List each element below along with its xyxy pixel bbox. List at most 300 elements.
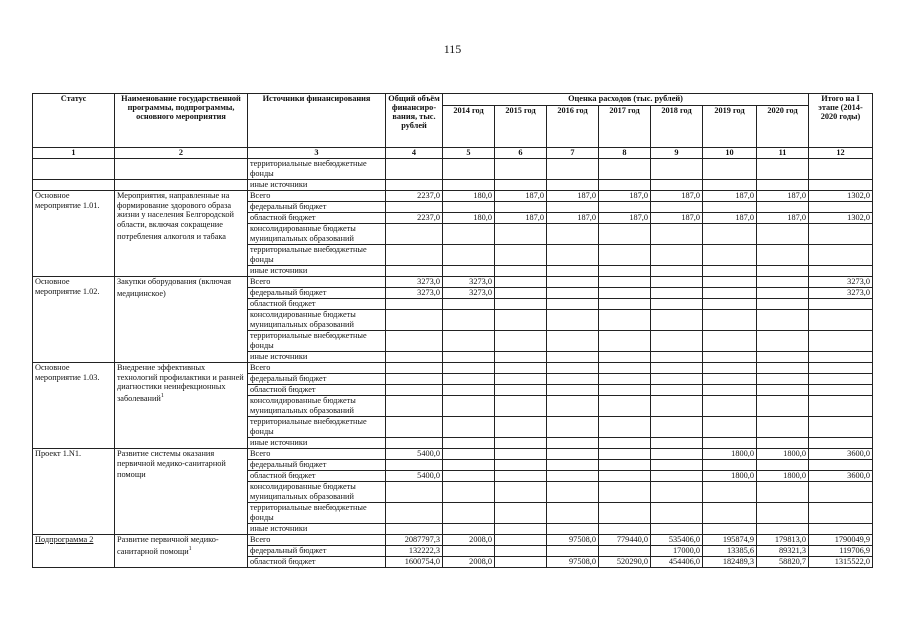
- year-value-cell: [651, 201, 703, 212]
- empty-cell: [809, 223, 873, 244]
- year-value-cell: 187,0: [757, 212, 809, 223]
- year-value-cell: 187,0: [547, 212, 599, 223]
- empty-cell: [599, 351, 651, 362]
- empty-cell: [703, 351, 757, 362]
- year-value-cell: [443, 448, 495, 459]
- empty-cell: [703, 395, 757, 416]
- source-other: иные источники: [248, 437, 386, 448]
- year-value-cell: [547, 448, 599, 459]
- source-territorial: территориальные внебюджетные фонды: [248, 244, 386, 265]
- year-value-cell: [651, 287, 703, 298]
- year-value-cell: 1800,0: [703, 448, 757, 459]
- year-value-cell: [547, 201, 599, 212]
- source-federal: федеральный бюджет: [248, 459, 386, 470]
- stage-total-cell: 3600,0: [809, 448, 873, 459]
- stage-total-cell: 1315522,0: [809, 556, 873, 567]
- empty-cell: [443, 223, 495, 244]
- year-value-cell: [599, 362, 651, 373]
- source-territorial: территориальные внебюджетные фонды: [248, 502, 386, 523]
- group-status: Основное мероприятие 1.03.: [33, 362, 115, 448]
- year-value-cell: [703, 373, 757, 384]
- empty-cell: [599, 502, 651, 523]
- empty-cell: [703, 179, 757, 190]
- empty-cell: [703, 502, 757, 523]
- empty-cell: [757, 502, 809, 523]
- empty-cell: [386, 179, 443, 190]
- footnote-mark: 1: [188, 545, 192, 552]
- group-status: Проект 1.N1.: [33, 448, 115, 534]
- empty-cell: [115, 179, 248, 190]
- year-value-cell: [443, 373, 495, 384]
- year-value-cell: [495, 201, 547, 212]
- empty-cell: [386, 351, 443, 362]
- year-value-cell: [599, 545, 651, 556]
- year-value-cell: 187,0: [547, 190, 599, 201]
- year-value-cell: 13385,6: [703, 545, 757, 556]
- year-value-cell: [703, 298, 757, 309]
- empty-cell: [443, 309, 495, 330]
- year-value-cell: [651, 362, 703, 373]
- empty-cell: [703, 309, 757, 330]
- empty-cell: [809, 158, 873, 179]
- total-volume-cell: [386, 201, 443, 212]
- empty-cell: [809, 351, 873, 362]
- year-value-cell: 3273,0: [443, 276, 495, 287]
- year-value-cell: [443, 384, 495, 395]
- empty-cell: [33, 179, 115, 190]
- year-value-cell: [547, 287, 599, 298]
- empty-cell: [599, 158, 651, 179]
- group-name: [115, 448, 248, 534]
- empty-cell: [809, 416, 873, 437]
- year-value-cell: 187,0: [703, 190, 757, 201]
- year-value-cell: [651, 470, 703, 481]
- source-municipal: консолидированные бюджеты муниципальных образований: [248, 223, 386, 244]
- empty-cell: [386, 502, 443, 523]
- column-number: 7: [547, 148, 599, 159]
- header-year: 2018 год: [651, 106, 703, 148]
- empty-cell: [809, 395, 873, 416]
- empty-cell: [599, 265, 651, 276]
- source-federal: федеральный бюджет: [248, 287, 386, 298]
- empty-cell: [386, 309, 443, 330]
- empty-cell: [495, 351, 547, 362]
- year-value-cell: [651, 276, 703, 287]
- year-value-cell: 179813,0: [757, 534, 809, 545]
- empty-cell: [757, 437, 809, 448]
- year-value-cell: [703, 459, 757, 470]
- empty-cell: [599, 309, 651, 330]
- empty-cell: [757, 395, 809, 416]
- group-name: [115, 362, 248, 448]
- year-value-cell: 180,0: [443, 190, 495, 201]
- group-status: Подпрограмма 2: [33, 534, 115, 567]
- column-number: 5: [443, 148, 495, 159]
- year-value-cell: [495, 470, 547, 481]
- footnote-mark: 1: [160, 393, 164, 400]
- year-value-cell: [703, 276, 757, 287]
- empty-cell: [547, 158, 599, 179]
- stage-total-cell: 3273,0: [809, 287, 873, 298]
- year-value-cell: [703, 384, 757, 395]
- year-value-cell: 187,0: [651, 190, 703, 201]
- total-volume-cell: 3273,0: [386, 276, 443, 287]
- year-value-cell: 187,0: [495, 190, 547, 201]
- empty-cell: [443, 523, 495, 534]
- year-value-cell: [495, 384, 547, 395]
- empty-cell: [547, 223, 599, 244]
- empty-cell: [651, 351, 703, 362]
- year-value-cell: [599, 470, 651, 481]
- year-value-cell: [547, 298, 599, 309]
- year-value-cell: [757, 298, 809, 309]
- empty-cell: [703, 523, 757, 534]
- empty-cell: [495, 179, 547, 190]
- empty-cell: [495, 158, 547, 179]
- table-row: [33, 276, 873, 287]
- header-year: 2016 год: [547, 106, 599, 148]
- budget-table: [32, 93, 873, 568]
- year-value-cell: 58820,7: [757, 556, 809, 567]
- source-regional: областной бюджет: [248, 470, 386, 481]
- empty-cell: [495, 223, 547, 244]
- total-volume-cell: 5400,0: [386, 470, 443, 481]
- year-value-cell: 535406,0: [651, 534, 703, 545]
- source-regional: областной бюджет: [248, 298, 386, 309]
- source-federal: федеральный бюджет: [248, 373, 386, 384]
- empty-cell: [809, 179, 873, 190]
- empty-cell: [809, 437, 873, 448]
- header-year: 2015 год: [495, 106, 547, 148]
- total-volume-cell: [386, 298, 443, 309]
- empty-cell: [443, 179, 495, 190]
- stage-total-cell: [809, 201, 873, 212]
- year-value-cell: 187,0: [599, 190, 651, 201]
- table-row: [33, 179, 873, 190]
- stage-total-cell: 3600,0: [809, 470, 873, 481]
- year-value-cell: [547, 362, 599, 373]
- year-value-cell: [443, 298, 495, 309]
- total-volume-cell: 3273,0: [386, 287, 443, 298]
- source-territorial: территориальные внебюджетные фонды: [248, 416, 386, 437]
- empty-cell: [651, 179, 703, 190]
- stage-total-cell: 119706,9: [809, 545, 873, 556]
- header-sources: Источники финансирования: [248, 94, 386, 148]
- empty-cell: [599, 223, 651, 244]
- empty-cell: [703, 244, 757, 265]
- source-federal: федеральный бюджет: [248, 201, 386, 212]
- empty-cell: [386, 244, 443, 265]
- empty-cell: [599, 416, 651, 437]
- empty-cell: [757, 481, 809, 502]
- group-name-text: Развитие системы оказания первичной медико-санитарной помощи: [117, 448, 226, 480]
- empty-cell: [599, 179, 651, 190]
- year-value-cell: [443, 201, 495, 212]
- year-value-cell: [757, 373, 809, 384]
- year-value-cell: 187,0: [651, 212, 703, 223]
- year-value-cell: [703, 287, 757, 298]
- total-volume-cell: [386, 373, 443, 384]
- year-value-cell: 17000,0: [651, 545, 703, 556]
- year-value-cell: [495, 534, 547, 545]
- year-value-cell: [599, 276, 651, 287]
- empty-cell: [599, 481, 651, 502]
- empty-cell: [809, 309, 873, 330]
- empty-cell: [651, 437, 703, 448]
- year-value-cell: [495, 373, 547, 384]
- year-value-cell: [599, 373, 651, 384]
- year-value-cell: [599, 459, 651, 470]
- empty-cell: [703, 158, 757, 179]
- year-value-cell: [599, 287, 651, 298]
- total-volume-cell: 2237,0: [386, 212, 443, 223]
- year-value-cell: 195874,9: [703, 534, 757, 545]
- year-value-cell: [599, 298, 651, 309]
- header-stage-total: Итого на I этапе (2014-2020 годы): [809, 94, 873, 148]
- empty-cell: [757, 330, 809, 351]
- group-status: Основное мероприятие 1.02.: [33, 276, 115, 362]
- empty-cell: [547, 416, 599, 437]
- empty-cell: [651, 158, 703, 179]
- empty-cell: [651, 416, 703, 437]
- empty-cell: [757, 523, 809, 534]
- empty-cell: [547, 351, 599, 362]
- year-value-cell: [757, 201, 809, 212]
- empty-cell: [599, 330, 651, 351]
- source-other: иные источники: [248, 179, 386, 190]
- group-name-text: Внедрение эффективных технологий профилактики и ранней диагностики неинфекционных заболеваний: [117, 362, 244, 403]
- empty-cell: [443, 437, 495, 448]
- year-value-cell: 182489,3: [703, 556, 757, 567]
- empty-cell: [703, 265, 757, 276]
- empty-cell: [703, 223, 757, 244]
- year-value-cell: 454406,0: [651, 556, 703, 567]
- source-regional: областной бюджет: [248, 212, 386, 223]
- column-number: 9: [651, 148, 703, 159]
- table-row: [33, 534, 873, 545]
- empty-cell: [651, 265, 703, 276]
- empty-cell: [809, 330, 873, 351]
- group-status: Основное мероприятие 1.01.: [33, 190, 115, 276]
- empty-cell: [547, 481, 599, 502]
- year-value-cell: [443, 459, 495, 470]
- empty-cell: [547, 437, 599, 448]
- empty-cell: [386, 330, 443, 351]
- empty-cell: [495, 502, 547, 523]
- empty-cell: [599, 523, 651, 534]
- year-value-cell: [495, 448, 547, 459]
- group-name: [115, 534, 248, 567]
- empty-cell: [703, 330, 757, 351]
- stage-total-cell: [809, 384, 873, 395]
- empty-cell: [547, 523, 599, 534]
- header-name: Наименование государственной программы, подпрограммы, основного мероприятия: [115, 94, 248, 148]
- total-volume-cell: [386, 384, 443, 395]
- year-value-cell: [757, 384, 809, 395]
- empty-cell: [809, 481, 873, 502]
- year-value-cell: 180,0: [443, 212, 495, 223]
- source-territorial: территориальные внебюджетные фонды: [248, 158, 386, 179]
- year-value-cell: [703, 362, 757, 373]
- empty-cell: [443, 265, 495, 276]
- empty-cell: [651, 523, 703, 534]
- year-value-cell: [443, 362, 495, 373]
- year-value-cell: [703, 201, 757, 212]
- empty-cell: [757, 309, 809, 330]
- column-numbers-row: [33, 148, 873, 159]
- header-status: Статус: [33, 94, 115, 148]
- year-value-cell: [599, 384, 651, 395]
- year-value-cell: [495, 545, 547, 556]
- empty-cell: [651, 309, 703, 330]
- empty-cell: [33, 158, 115, 179]
- total-volume-cell: 2237,0: [386, 190, 443, 201]
- empty-cell: [757, 351, 809, 362]
- empty-cell: [443, 502, 495, 523]
- group-name-text: Мероприятия, направленные на формирование здорового образа жизни у населения Белгородской области, включая сокращение потребления алкоголя и табака: [117, 190, 234, 241]
- source-municipal: консолидированные бюджеты муниципальных образований: [248, 395, 386, 416]
- source-regional: областной бюджет: [248, 384, 386, 395]
- year-value-cell: 187,0: [757, 190, 809, 201]
- empty-cell: [495, 309, 547, 330]
- source-municipal: консолидированные бюджеты муниципальных образований: [248, 309, 386, 330]
- total-volume-cell: [386, 459, 443, 470]
- empty-cell: [757, 158, 809, 179]
- empty-cell: [809, 244, 873, 265]
- year-value-cell: [599, 201, 651, 212]
- year-value-cell: 97508,0: [547, 556, 599, 567]
- column-number: 11: [757, 148, 809, 159]
- year-value-cell: 2008,0: [443, 556, 495, 567]
- table-row: [33, 448, 873, 459]
- year-value-cell: [495, 459, 547, 470]
- column-number: 8: [599, 148, 651, 159]
- empty-cell: [651, 244, 703, 265]
- total-volume-cell: 132222,3: [386, 545, 443, 556]
- empty-cell: [443, 330, 495, 351]
- empty-cell: [651, 502, 703, 523]
- column-number: 6: [495, 148, 547, 159]
- header-total-volume: Общий объём финансиро-вания, тыс. рублей: [386, 94, 443, 148]
- table-row: [33, 362, 873, 373]
- year-value-cell: [599, 448, 651, 459]
- empty-cell: [443, 244, 495, 265]
- empty-cell: [495, 244, 547, 265]
- year-value-cell: [651, 373, 703, 384]
- empty-cell: [386, 416, 443, 437]
- stage-total-cell: 1790049,9: [809, 534, 873, 545]
- empty-cell: [386, 437, 443, 448]
- year-value-cell: 1800,0: [757, 448, 809, 459]
- empty-cell: [651, 395, 703, 416]
- source-other: иные источники: [248, 265, 386, 276]
- empty-cell: [495, 330, 547, 351]
- empty-cell: [651, 481, 703, 502]
- source-total: Всего: [248, 448, 386, 459]
- year-value-cell: [651, 448, 703, 459]
- column-number: 10: [703, 148, 757, 159]
- source-other: иные источники: [248, 523, 386, 534]
- empty-cell: [443, 351, 495, 362]
- year-value-cell: 779440,0: [599, 534, 651, 545]
- empty-cell: [809, 502, 873, 523]
- year-value-cell: [651, 384, 703, 395]
- empty-cell: [757, 416, 809, 437]
- year-value-cell: 187,0: [495, 212, 547, 223]
- year-value-cell: [547, 545, 599, 556]
- year-value-cell: [651, 298, 703, 309]
- source-territorial: территориальные внебюджетные фонды: [248, 330, 386, 351]
- header-year: 2019 год: [703, 106, 757, 148]
- empty-cell: [703, 481, 757, 502]
- empty-cell: [386, 481, 443, 502]
- stage-total-cell: [809, 373, 873, 384]
- source-total: Всего: [248, 362, 386, 373]
- empty-cell: [651, 330, 703, 351]
- year-value-cell: [757, 459, 809, 470]
- source-regional: областной бюджет: [248, 556, 386, 567]
- year-value-cell: [495, 287, 547, 298]
- empty-cell: [547, 265, 599, 276]
- empty-cell: [757, 223, 809, 244]
- empty-cell: [547, 330, 599, 351]
- source-federal: федеральный бюджет: [248, 545, 386, 556]
- empty-cell: [547, 179, 599, 190]
- column-number: 12: [809, 148, 873, 159]
- empty-cell: [115, 158, 248, 179]
- source-other: иные источники: [248, 351, 386, 362]
- year-value-cell: [495, 556, 547, 567]
- empty-cell: [495, 416, 547, 437]
- empty-cell: [809, 523, 873, 534]
- table-row: [33, 158, 873, 179]
- empty-cell: [703, 416, 757, 437]
- total-volume-cell: 2087797,3: [386, 534, 443, 545]
- column-number: 4: [386, 148, 443, 159]
- empty-cell: [547, 502, 599, 523]
- empty-cell: [651, 223, 703, 244]
- source-total: Всего: [248, 534, 386, 545]
- total-volume-cell: 1600754,0: [386, 556, 443, 567]
- year-value-cell: [495, 276, 547, 287]
- group-name: [115, 276, 248, 362]
- year-value-cell: [443, 545, 495, 556]
- empty-cell: [443, 416, 495, 437]
- empty-cell: [703, 437, 757, 448]
- header-year: 2014 год: [443, 106, 495, 148]
- year-value-cell: [547, 384, 599, 395]
- empty-cell: [443, 158, 495, 179]
- group-name-text: Закупки оборудования (включая медицинское): [117, 276, 232, 298]
- year-value-cell: [547, 459, 599, 470]
- year-value-cell: [495, 362, 547, 373]
- empty-cell: [443, 395, 495, 416]
- header-year: 2020 год: [757, 106, 809, 148]
- source-municipal: консолидированные бюджеты муниципальных образований: [248, 481, 386, 502]
- year-value-cell: 1800,0: [703, 470, 757, 481]
- empty-cell: [495, 481, 547, 502]
- column-number: 2: [115, 148, 248, 159]
- header-year: 2017 год: [599, 106, 651, 148]
- year-value-cell: [757, 287, 809, 298]
- empty-cell: [547, 309, 599, 330]
- empty-cell: [386, 223, 443, 244]
- empty-cell: [599, 244, 651, 265]
- empty-cell: [495, 523, 547, 534]
- stage-total-cell: [809, 459, 873, 470]
- stage-total-cell: [809, 298, 873, 309]
- empty-cell: [495, 395, 547, 416]
